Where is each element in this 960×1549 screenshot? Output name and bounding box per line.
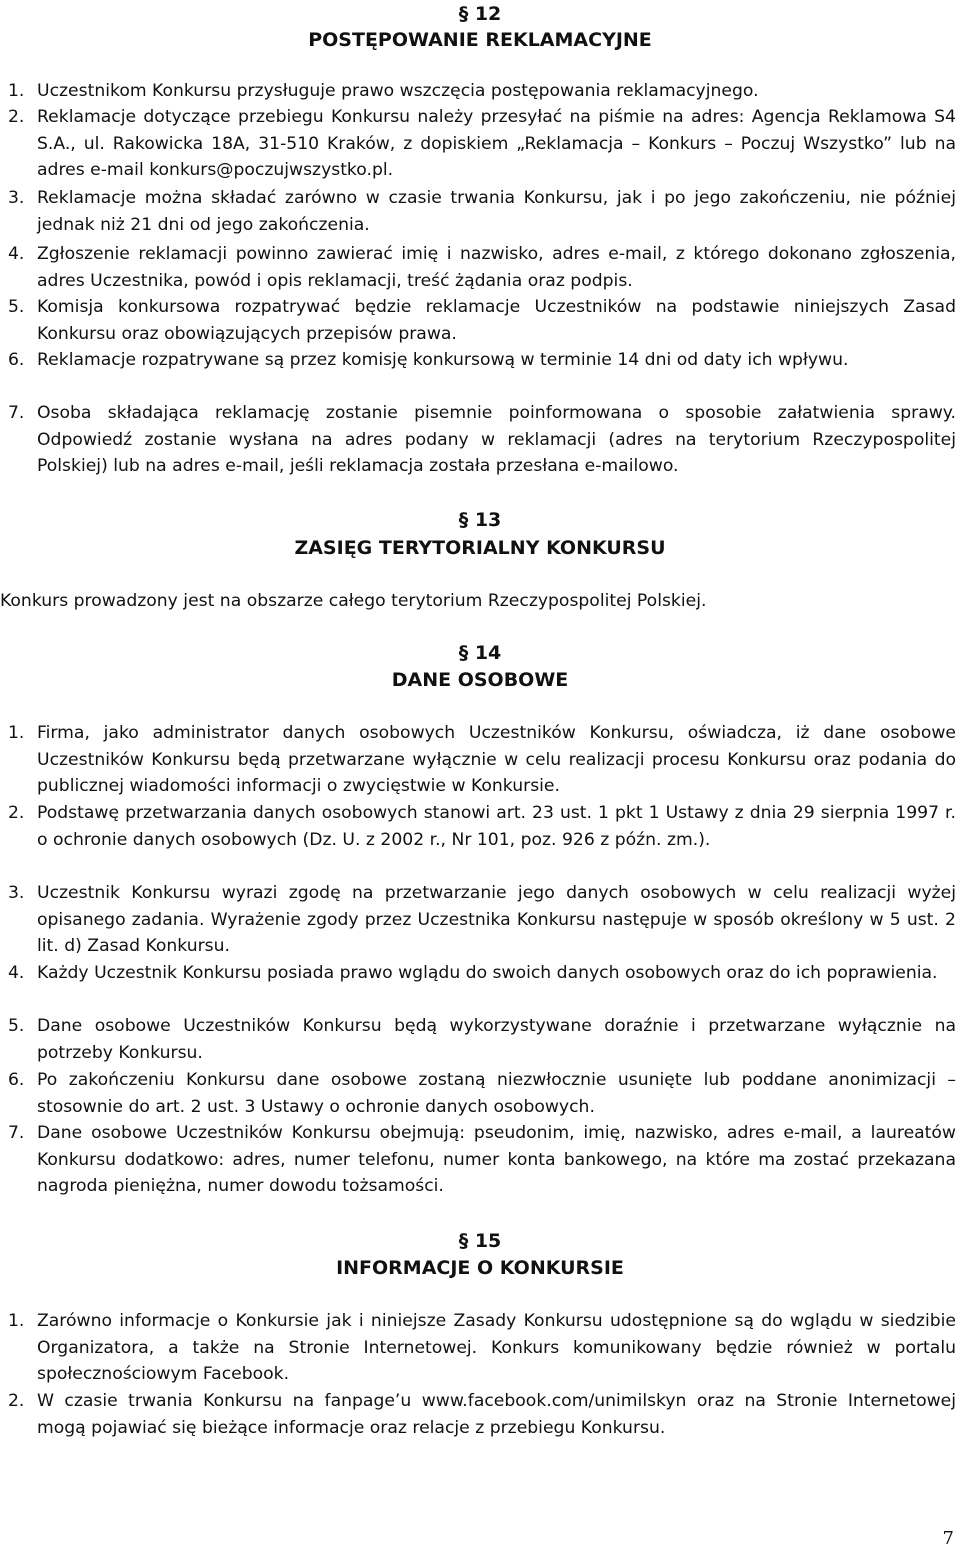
section-12-number: § 12 — [458, 3, 502, 25]
section-13-number: § 13 — [458, 509, 502, 531]
section-13-paragraph: Konkurs prowadzony jest na obszarze całego terytorium Rzeczypospolitej Polskiej. — [0, 591, 707, 611]
list-item — [8, 294, 956, 347]
list-item-number: 2. — [8, 803, 25, 823]
section-15-number: § 15 — [458, 1230, 502, 1252]
list-item-text: Każdy Uczestnik Konkursu posiada prawo wglądu do swoich danych osobowych oraz do ich poprawienia. — [37, 963, 938, 983]
list-item-number: 7. — [8, 403, 25, 423]
list-item — [8, 1388, 956, 1441]
list-item-number: 7. — [8, 1123, 25, 1143]
list-item-number: 4. — [8, 244, 25, 264]
list-item — [8, 720, 956, 800]
section-14-number: § 14 — [458, 642, 502, 664]
list-item-text: Reklamacje rozpatrywane są przez komisję konkursową w terminie 14 dni od daty ich wpływu. — [37, 350, 849, 370]
page-number: 7 — [942, 1528, 954, 1549]
list-item-text: Podstawę przetwarzania danych osobowych stanowi art. 23 ust. 1 pkt 1 Ustawy z dnia 29 sierpnia 1997 r. o ochronie danych osobowych (Dz. U. z 2002 r., Nr 101, poz. 926 z późn. zm.). — [37, 803, 956, 850]
list-item — [8, 880, 956, 960]
list-item-text: Dane osobowe Uczestników Konkursu obejmują: pseudonim, imię, nazwisko, adres e-mail, a laureatów Konkursu dodatkowo: adres, numer telefonu, numer konta bankowego, na które ma zostać przekazana nagroda pieniężna, numer dowodu tożsamości. — [37, 1123, 956, 1196]
list-item-number: 6. — [8, 350, 25, 370]
list-item — [8, 1120, 956, 1200]
section-12-title: POSTĘPOWANIE REKLAMACYJNE — [308, 29, 652, 51]
section-14-title: DANE OSOBOWE — [391, 669, 569, 691]
list-item — [8, 1013, 956, 1066]
list-item-number: 2. — [8, 1391, 25, 1411]
list-item-number: 1. — [8, 81, 25, 101]
list-item-number: 5. — [8, 297, 25, 317]
list-item-number: 3. — [8, 883, 25, 903]
list-item — [8, 400, 956, 480]
list-item — [8, 104, 956, 184]
list-item — [8, 1308, 956, 1388]
list-item-text: W czasie trwania Konkursu na fanpage’u www.facebook.com/unimilskyn oraz na Stronie Internetowej mogą pojawiać się bieżące informacje oraz relacje z przebiegu Konkursu. — [37, 1391, 956, 1438]
list-item-text: Uczestnikom Konkursu przysługuje prawo wszczęcia postępowania reklamacyjnego. — [37, 81, 759, 101]
list-item-number: 2. — [8, 107, 25, 127]
list-item-text: Zgłoszenie reklamacji powinno zawierać imię i nazwisko, adres e-mail, z którego dokonano zgłoszenia, adres Uczestnika, powód i opis reklamacji, treść żądania oraz podpis. — [37, 244, 956, 291]
list-item-number: 4. — [8, 963, 25, 983]
list-item — [8, 185, 956, 238]
section-13-title: ZASIĘG TERYTORIALNY KONKURSU — [294, 537, 666, 559]
list-item — [8, 241, 956, 294]
list-item — [8, 347, 956, 374]
list-item — [8, 960, 956, 987]
list-item-text: Uczestnik Konkursu wyrazi zgodę na przetwarzanie jego danych osobowych w celu realizacji wyżej opisanego zadania. Wyrażenie zgody przez Uczestnika Konkursu następuje w sposób określony w 5 ust. 2 lit. d) Zasad Konkursu. — [37, 883, 956, 956]
section-15-title: INFORMACJE O KONKURSIE — [336, 1257, 624, 1279]
list-item-number: 1. — [8, 723, 25, 743]
list-item-text: Reklamacje dotyczące przebiegu Konkursu należy przesyłać na piśmie na adres: Agencja Reklamowa S4 S.A., ul. Rakowicka 18A, 31-510 Kraków, z dopiskiem „Reklamacja – Konkurs – Poczuj Wszystko” lub na adres e-mail konkurs@poczujwszystko.pl. — [37, 107, 956, 180]
list-item-text: Dane osobowe Uczestników Konkursu będą wykorzystywane doraźnie i przetwarzane wyłącznie na potrzeby Konkursu. — [37, 1016, 956, 1063]
list-item — [8, 78, 956, 105]
list-item-number: 5. — [8, 1016, 25, 1036]
list-item-text: Reklamacje można składać zarówno w czasie trwania Konkursu, jak i po jego zakończeniu, nie później jednak niż 21 dni od jego zakończenia. — [37, 188, 956, 235]
list-item-text: Osoba składająca reklamację zostanie pisemnie poinformowana o sposobie załatwienia sprawy. Odpowiedź zostanie wysłana na adres podany w reklamacji (adres na terytorium Rzeczypospolitej Polskiej) lub na adres e-mail, jeśli reklamacja została przesłana e-mailowo. — [37, 403, 956, 476]
list-item-text: Firma, jako administrator danych osobowych Uczestników Konkursu, oświadcza, iż dane osobowe Uczestników Konkursu będą przetwarzane wyłącznie w celu realizacji procesu Konkursu oraz podania do publicznej wiadomości informacji o zwycięstwie w Konkursie. — [37, 723, 956, 796]
list-item-text: Zarówno informacje o Konkursie jak i niniejsze Zasady Konkursu udostępnione są do wglądu w siedzibie Organizatora, a także na Stronie Internetowej. Konkurs komunikowany będzie również w portalu społecznościowym Facebook. — [37, 1311, 956, 1384]
list-item — [8, 800, 956, 853]
list-item-number: 3. — [8, 188, 25, 208]
list-item-text: Komisja konkursowa rozpatrywać będzie reklamacje Uczestników na podstawie niniejszych Zasad Konkursu oraz obowiązujących przepisów prawa. — [37, 297, 956, 344]
list-item-number: 6. — [8, 1070, 25, 1090]
list-item-text: Po zakończeniu Konkursu dane osobowe zostaną niezwłocznie usunięte lub poddane anonimizacji – stosownie do art. 2 ust. 3 Ustawy o ochronie danych osobowych. — [37, 1070, 956, 1117]
list-item-number: 1. — [8, 1311, 25, 1331]
list-item — [8, 1067, 956, 1120]
